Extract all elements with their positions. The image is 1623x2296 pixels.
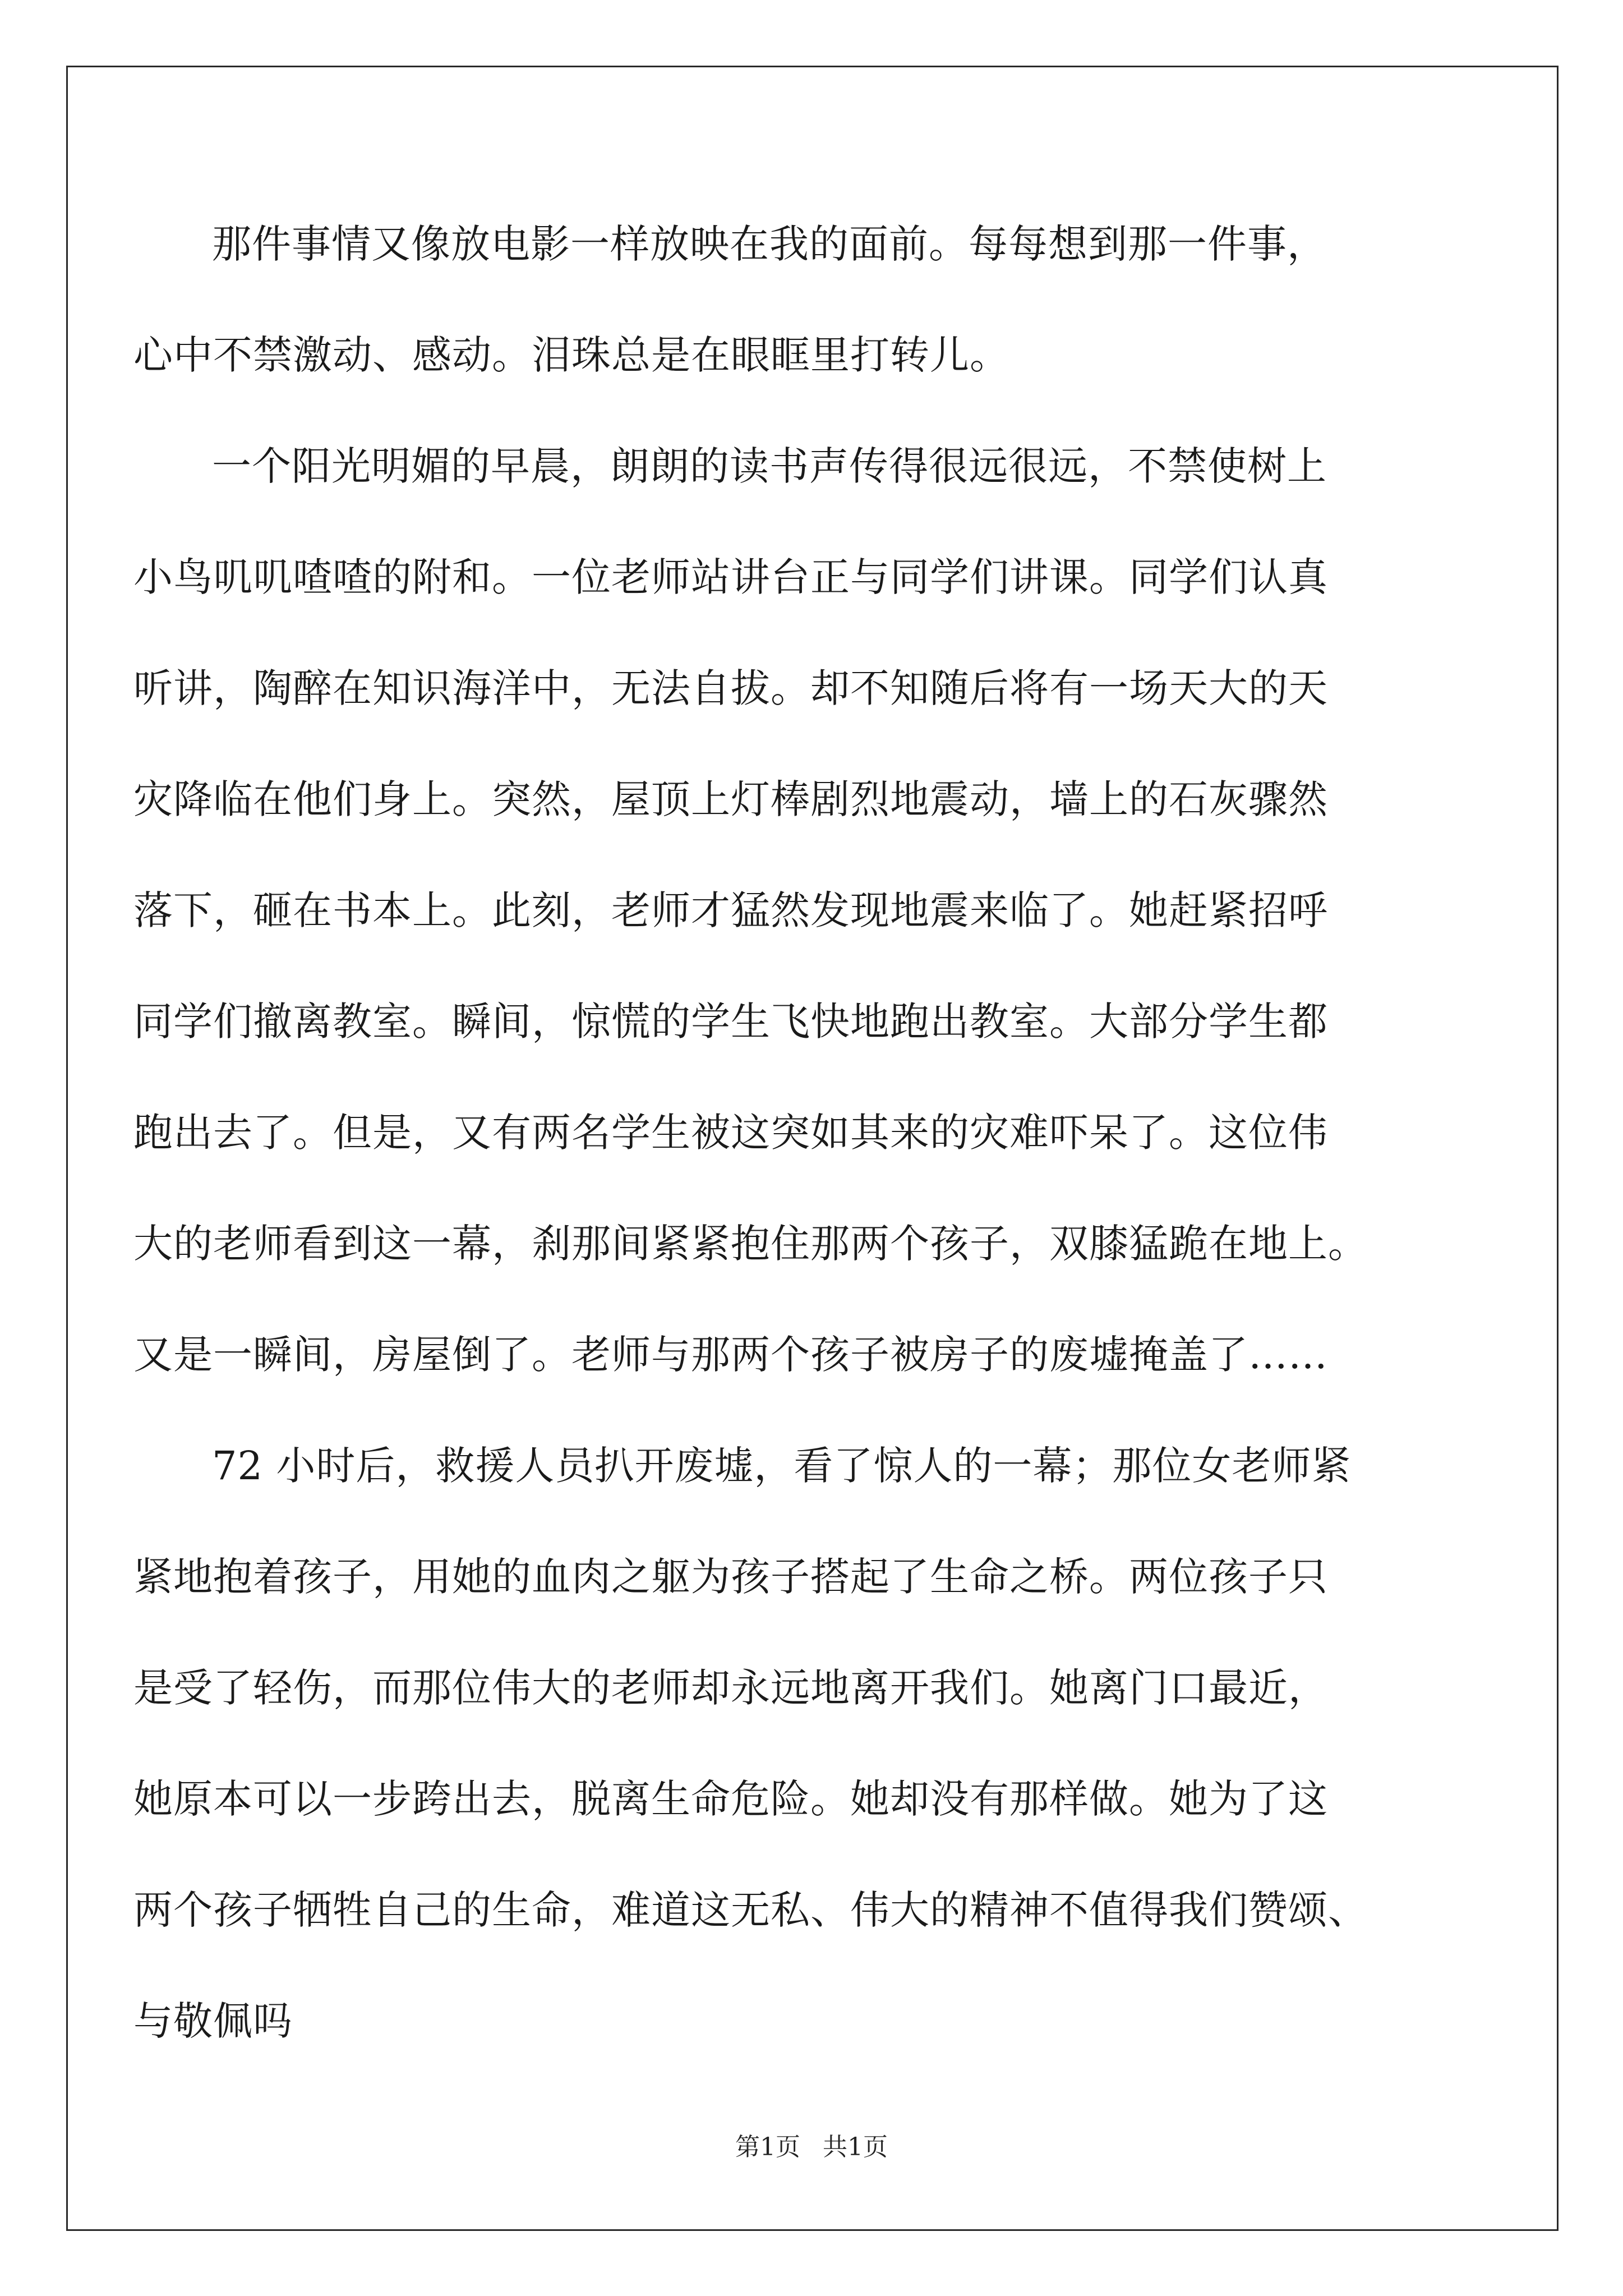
text-line: 那件事情又像放电影一样放映在我的面前。每每想到那一件事， [212, 221, 1327, 267]
text-line: 紧地抱着孩子，用她的血肉之躯为孩子搭起了生命之桥。两位孩子只 [133, 1554, 1328, 1600]
text-line: 同学们撤离教室。瞬间，惊慌的学生飞快地跑出教室。大部分学生都 [133, 999, 1328, 1045]
text-line: 她原本可以一步跨出去，脱离生命危险。她却没有那样做。她为了这 [133, 1776, 1328, 1822]
text-line: 大的老师看到这一幕，刹那间紧紧抱住那两个孩子，双膝猛跪在地上。 [133, 1221, 1368, 1267]
document-body [133, 188, 1485, 2077]
text-line: 听讲，陶醉在知识海洋中，无法自拔。却不知随后将有一场天大的天 [133, 665, 1328, 711]
text-line: 跑出去了。但是，又有两名学生被这突如其来的灾难吓呆了。这位伟 [133, 1110, 1328, 1156]
page-number-current: 第1页 [735, 2133, 800, 2161]
text-line: 72 小时后，救援人员扒开废墟，看了惊人的一幕；那位女老师紧 [212, 1443, 1352, 1489]
text-line: 是受了轻伤，而那位伟大的老师却永远地离开我们。她离门口最近， [133, 1665, 1328, 1711]
text-line: 一个阳光明媚的早晨，朗朗的读书声传得很远很远，不禁使树上 [212, 443, 1327, 489]
page-footer [0, 2131, 1623, 2164]
text-line: 又是一瞬间，房屋倒了。老师与那两个孩子被房子的废墟掩盖了…… [133, 1332, 1328, 1378]
text-line: 与敬佩吗 [133, 1998, 293, 2044]
text-line: 灾降临在他们身上。突然，屋顶上灯棒剧烈地震动，墙上的石灰骤然 [133, 776, 1328, 822]
page-number-total: 共1页 [823, 2133, 888, 2161]
text-line: 落下，砸在书本上。此刻，老师才猛然发现地震来临了。她赶紧招呼 [133, 887, 1328, 933]
text-line: 小鸟叽叽喳喳的附和。一位老师站讲台正与同学们讲课。同学们认真 [133, 554, 1328, 600]
text-line: 心中不禁激动、感动。泪珠总是在眼眶里打转儿。 [133, 332, 1009, 378]
text-line: 两个孩子牺牲自己的生命，难道这无私、伟大的精神不值得我们赞颂、 [133, 1887, 1368, 1933]
